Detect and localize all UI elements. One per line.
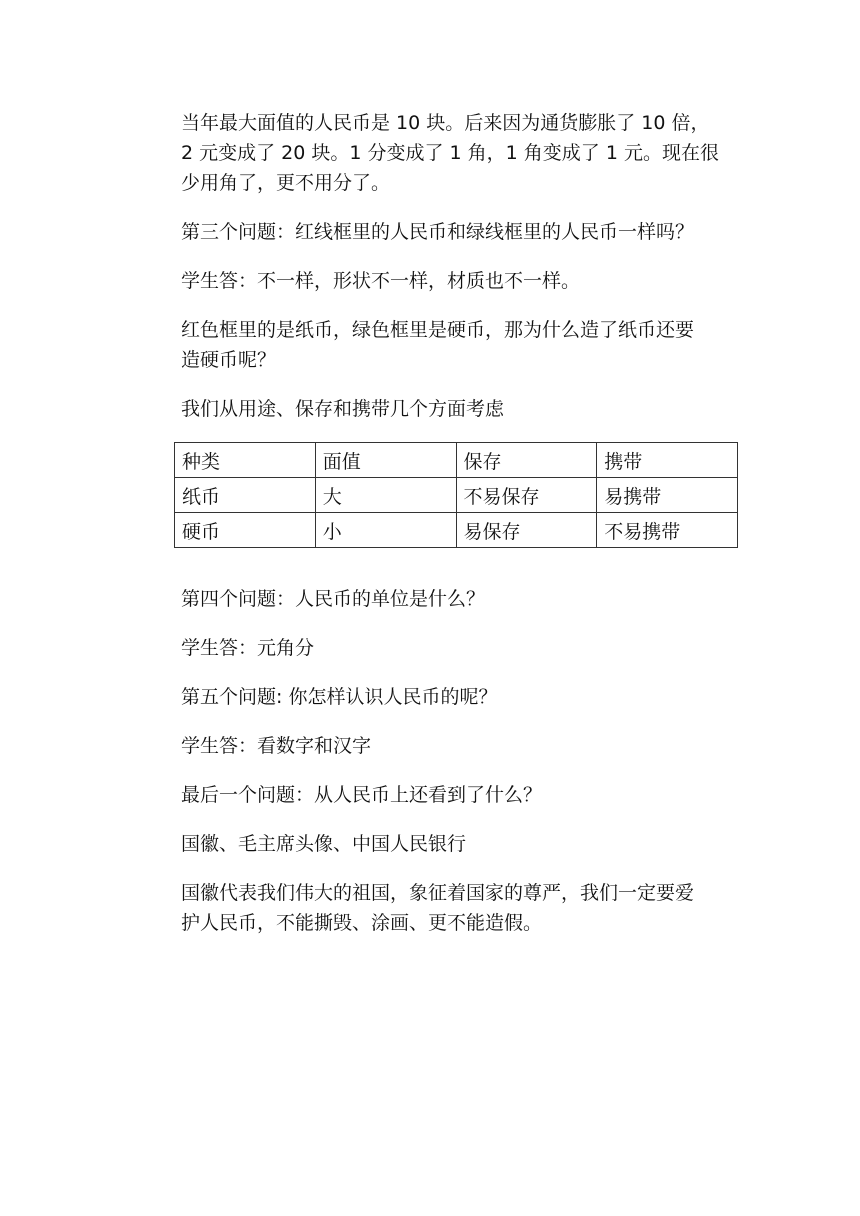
- table-cell: 小: [315, 513, 456, 548]
- paragraph-considerations: [181, 394, 741, 424]
- table-row: [175, 513, 738, 548]
- table-cell: 易保存: [456, 513, 597, 548]
- question-last: [181, 780, 741, 810]
- text-line: 第五个问题: 你怎样认识人民币的呢？: [181, 686, 498, 708]
- student-answer-five: [181, 731, 741, 761]
- text-line: 当年最大面值的人民币是 10 块。后来因为通货膨胀了 10 倍，: [181, 112, 710, 134]
- text-line: 造硬币呢？: [181, 349, 277, 371]
- paragraph-currency-history: [181, 108, 741, 198]
- table-cell: 不易保存: [456, 478, 597, 513]
- table-cell: 不易携带: [597, 513, 738, 548]
- text-line: 2 元变成了 20 块。1 分变成了 1 角，1 角变成了 1 元。现在很: [181, 142, 719, 164]
- text-line: 护人民币，不能撕毁、涂画、更不能造假。: [181, 912, 543, 934]
- paragraph-paper-vs-coin: [181, 315, 741, 375]
- table-cell: 易携带: [597, 478, 738, 513]
- document-page: [181, 108, 741, 957]
- text-line: 国徽代表我们伟大的祖国，象征着国家的尊严，我们一定要爱: [181, 882, 695, 904]
- text-line: 国徽、毛主席头像、中国人民银行: [181, 833, 467, 855]
- table-header-cell: 保存: [456, 443, 597, 478]
- text-line: 学生答：看数字和汉字: [181, 735, 372, 757]
- student-answer-three: [181, 266, 741, 296]
- question-three: [181, 217, 741, 247]
- text-line: 少用角了，更不用分了。: [181, 172, 391, 194]
- answer-last: [181, 829, 741, 859]
- table-cell: 大: [315, 478, 456, 513]
- question-four: [181, 584, 741, 614]
- text-line: 红色框里的是纸币，绿色框里是硬币，那为什么造了纸币还要: [181, 319, 695, 341]
- student-answer-four: [181, 633, 741, 663]
- question-five: [181, 682, 741, 712]
- text-line: 第四个问题：人民币的单位是什么？: [181, 588, 486, 610]
- text-line: 第三个问题：红线框里的人民币和绿线框里的人民币一样吗？: [181, 221, 695, 243]
- text-line: 我们从用途、保存和携带几个方面考虑: [181, 398, 505, 420]
- text-line: 学生答：元角分: [181, 637, 315, 659]
- table-header-cell: 携带: [597, 443, 738, 478]
- table-row: [175, 478, 738, 513]
- text-line: 学生答：不一样，形状不一样，材质也不一样。: [181, 270, 581, 292]
- text-line: 最后一个问题：从人民币上还看到了什么？: [181, 784, 543, 806]
- table-header-cell: 种类: [175, 443, 316, 478]
- table-header-cell: 面值: [315, 443, 456, 478]
- paragraph-national-emblem: [181, 878, 741, 938]
- table-cell: 硬币: [175, 513, 316, 548]
- comparison-table: [174, 442, 738, 548]
- table-cell: 纸币: [175, 478, 316, 513]
- table-header-row: [175, 443, 738, 478]
